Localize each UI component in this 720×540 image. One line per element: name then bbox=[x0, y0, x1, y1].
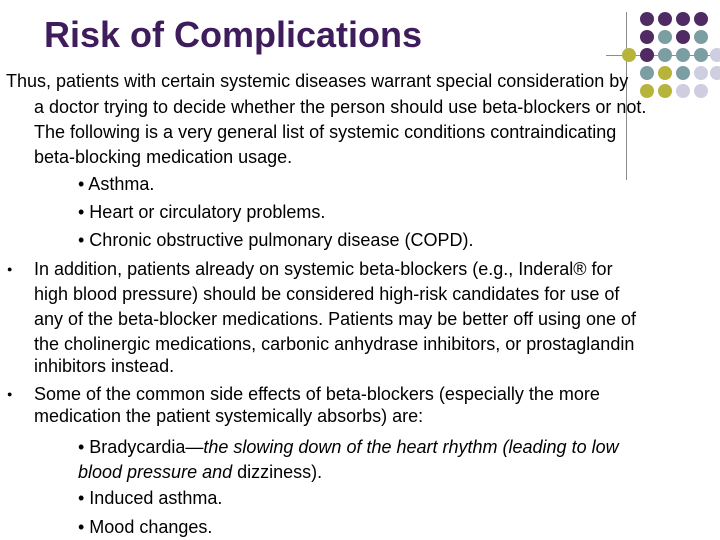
decor-dot bbox=[658, 66, 672, 80]
side-effect-item bbox=[78, 436, 619, 458]
decor-dot bbox=[676, 30, 690, 44]
decor-dot bbox=[694, 30, 708, 44]
side-effect-item: • Induced asthma. bbox=[78, 488, 223, 508]
bullet-marker: ● bbox=[7, 389, 13, 399]
decor-dot bbox=[640, 12, 654, 26]
bullet-marker: ● bbox=[7, 264, 13, 274]
bullet-line: high blood pressure) should be considered high-risk candidates for use of bbox=[34, 284, 620, 304]
side-effect-continuation bbox=[78, 461, 322, 483]
decor-dot bbox=[676, 48, 690, 62]
decor-dot bbox=[694, 12, 708, 26]
bullet-line: inhibitors instead. bbox=[34, 356, 175, 376]
bullet-line: Some of the common side effects of beta-blockers (especially the more bbox=[34, 384, 600, 404]
decor-dot bbox=[640, 48, 654, 62]
side-effect-term: • Bradycardia— bbox=[78, 437, 204, 457]
bullet-line: medication the patient systemically absorbs) are: bbox=[34, 406, 424, 426]
intro-line: a doctor trying to decide whether the person should use beta-blockers or not. bbox=[34, 97, 647, 117]
decor-dot bbox=[676, 12, 690, 26]
intro-line: The following is a very general list of systemic conditions contraindicating bbox=[34, 122, 617, 142]
decor-dot bbox=[658, 84, 672, 98]
bullet-line: In addition, patients already on systemic beta-blockers (e.g., Inderal® for bbox=[34, 259, 613, 279]
decor-dot bbox=[658, 30, 672, 44]
bullet-line: the cholinergic medications, carbonic anhydrase inhibitors, or prostaglandin bbox=[34, 334, 635, 354]
decor-dot bbox=[676, 84, 690, 98]
condition-item: • Asthma. bbox=[78, 174, 155, 194]
condition-item: • Heart or circulatory problems. bbox=[78, 202, 326, 222]
side-effect-description: dizziness). bbox=[237, 462, 323, 482]
decor-dot bbox=[622, 48, 636, 62]
decor-dot bbox=[694, 66, 708, 80]
bullet-line: any of the beta-blocker medications. Patients may be better off using one of bbox=[34, 309, 637, 329]
decor-dot bbox=[658, 12, 672, 26]
decor-dot bbox=[694, 48, 708, 62]
condition-item: • Chronic obstructive pulmonary disease (COPD). bbox=[78, 230, 474, 250]
intro-line: beta-blocking medication usage. bbox=[34, 147, 293, 167]
side-effect-description: the slowing down of the heart rhythm (leading to low bbox=[203, 437, 619, 457]
side-effect-description: blood pressure and bbox=[78, 462, 238, 482]
decor-dot bbox=[658, 48, 672, 62]
intro-line: Thus, patients with certain systemic diseases warrant special consideration by bbox=[6, 71, 629, 91]
slide-title: Risk of Complications bbox=[44, 14, 423, 55]
decor-dot bbox=[710, 48, 720, 62]
decor-dot bbox=[676, 66, 690, 80]
decor-dot bbox=[640, 66, 654, 80]
side-effect-item: • Mood changes. bbox=[78, 517, 213, 537]
decor-dot bbox=[694, 84, 708, 98]
decor-dot bbox=[710, 66, 720, 80]
decor-dot bbox=[640, 30, 654, 44]
